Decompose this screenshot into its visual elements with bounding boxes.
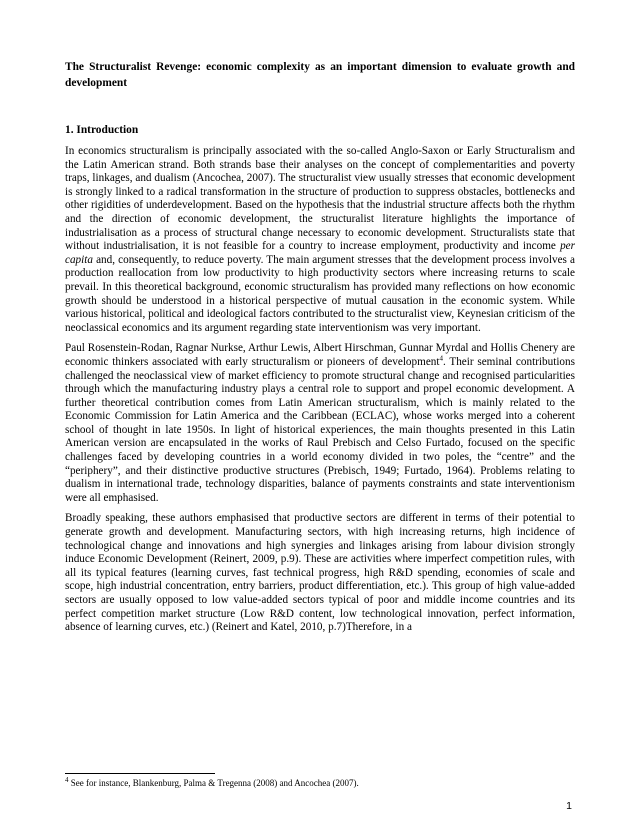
page-content bbox=[65, 60, 575, 634]
paragraph-1-text-b: and, consequently, to reduce poverty. The main argument stresses that the development process involves a production reallocation from low productivity to high productivity sectors where increasing returns to scale prevail. In this theoretical background, economic structuralism has provided many reflections on how economic growth should be understood in a historical perspective of mutual causation in the economic system. While various historical, political and ideological factors contributed to the structuralist view, Keynesian criticism of the neoclassical economics and its argument regarding state interventionism was very important. bbox=[65, 253, 575, 334]
footnote-marker: 4 bbox=[65, 776, 69, 784]
paragraph-3-text: Broadly speaking, these authors emphasised that productive sectors are different in terms of their potential to generate growth and development. Manufacturing sectors, with high increasing returns, high incidence of technological change and innovations and high synergies and linkages arising from labour division strongly induce Economic Development (Reinert, 2009, p.9). These are activities where imperfect competition rules, with all its typical features (learning curves, fast technical progress, high R&D spending, economies of scale and scope, high industrial concentration, entry barriers, product differentiation, etc.). This group of high value-added sectors are usually opposed to low value-added sectors typical of poor and middle income countries and its perfect competition market structure (Low R&D content, low technological innovation, perfect information, absence of learning curves, etc.) (Reinert and Katel, 2010, p.7)Therefore, in a bbox=[65, 512, 575, 634]
paragraph-2-text-a: Paul Rosenstein-Rodan, Ragnar Nurkse, Arthur Lewis, Albert Hirschman, Gunnar Myrdal and Hollis Chenery are economic thinkers associated with early structuralism or pioneers of development bbox=[65, 342, 575, 368]
footnote-reference: 4 bbox=[439, 354, 443, 363]
paragraph-1 bbox=[65, 145, 575, 335]
section-heading: 1. Introduction bbox=[65, 124, 139, 136]
page-number: 1 bbox=[566, 800, 572, 812]
footnote bbox=[65, 778, 575, 789]
paragraph-3 bbox=[65, 512, 575, 634]
paragraph-1-text-a: In economics structuralism is principally associated with the so-called Anglo-Saxon or Early Structuralism and the Latin American strand. Both strands base their analyses on the concept of complementarities and poverty traps, linkages, and dualism (Ancochea, 2007). The structuralist view usually stresses that economic development is strongly linked to a radical transformation in the structure of production to suppress obstacles, bottlenecks and other rigidities of underdevelopment. Based on the hypothesis that the industrial structure affects both the rhythm and the direction of economic development, the structuralist literature highlights the importance of industrialisation as a process of structural change necessary to economic development. Structuralists state that without industrialisation, it is not feasible for a country to increase employment, productivity and income bbox=[65, 145, 575, 253]
footnote-text: See for instance, Blankenburg, Palma & Tregenna (2008) and Ancochea (2007). bbox=[68, 778, 359, 788]
paragraph-2-text-b: . Their seminal contributions challenged the neoclassical view of market efficiency to promote structural change and recognised particularities through which the manufacturing industry plays a central role to support and propel economic development. A further theoretical contribution comes from Latin American structuralism, which is mainly related to the Economic Commission for Latin America and the Caribbean (ECLAC), whose works merged into a coherent school of thought in late 1950s. In light of historical experiences, the main thoughts presented in this Latin American version are encapsulated in the works of Raul Prebisch and Celso Furtado, focused on the specific challenges faced by developing countries in a world economy divided in two poles, the “centre” and the “periphery”, and their distinctive productive structures (Prebisch, 1949; Furtado, 1964). Problems relating to dualism in international trade, technology disparities, balance of payments constraints and state interventionism were all emphasised. bbox=[65, 355, 575, 504]
footnote-separator bbox=[65, 773, 215, 774]
paper-title: The Structuralist Revenge: economic complexity as an important dimension to evaluate growth and development bbox=[65, 61, 575, 89]
paragraph-2 bbox=[65, 342, 575, 505]
body-text bbox=[65, 145, 575, 642]
paragraph-1-italic-per-capita: per capita bbox=[65, 240, 575, 266]
